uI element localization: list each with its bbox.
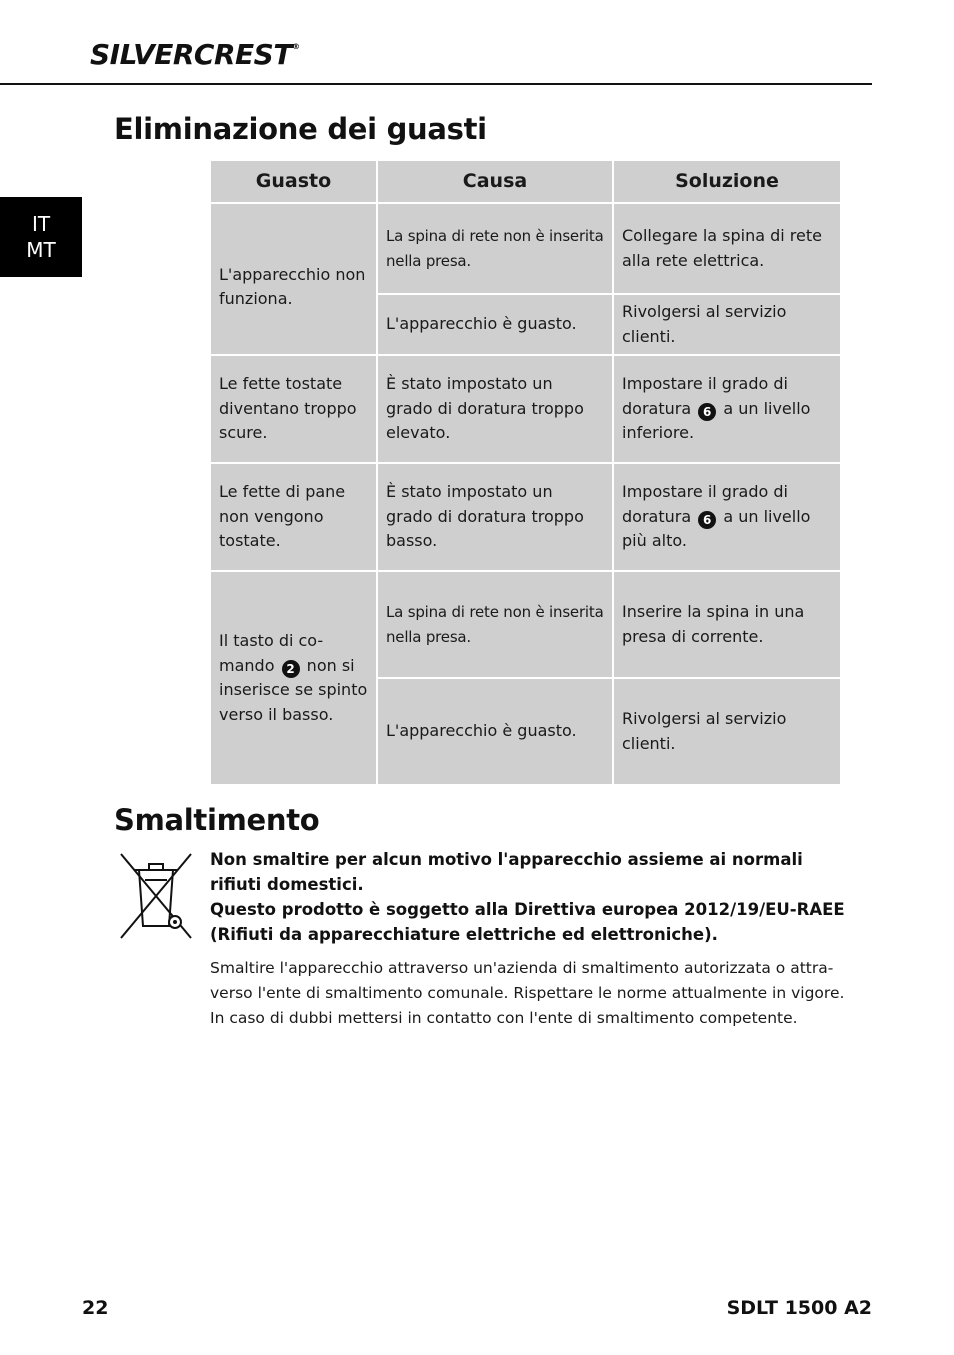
page-number: 22 [82, 1297, 109, 1319]
fault-cell: Le fette tostate diventano troppo scure. [211, 356, 376, 462]
brand-logo [90, 38, 299, 71]
troubleshooting-table [211, 161, 838, 783]
fault-cell: L'apparecchio non funziona. [211, 204, 376, 354]
browning-control-reference-badge: 6 [698, 511, 716, 529]
crossed-out-wheelie-bin-icon [119, 850, 193, 942]
solution-cell: Inserire la spina in una presa di corrente. [614, 572, 840, 677]
solution-text: Impostare il grado di doratura 6 a un livello più alto. [622, 482, 811, 551]
solution-cell: Collegare la spina di rete alla rete elettrica. [614, 204, 840, 293]
header-rule [0, 83, 872, 85]
column-header-cause: Causa [378, 161, 612, 202]
fault-cell: Le fette di pane non vengono tostate. [211, 464, 376, 570]
column-header-fault: Guasto [211, 161, 376, 202]
column-header-solution: Soluzione [614, 161, 840, 202]
model-number: SDLT 1500 A2 [726, 1297, 872, 1319]
disposal-warning [210, 847, 850, 947]
disposal-instructions [210, 956, 850, 1030]
cause-cell: È stato impostato un grado di doratura troppo basso. [378, 464, 612, 570]
disposal-line: Smaltire l'apparecchio attraverso un'azienda di smaltimento autorizzata o attra- [210, 959, 834, 977]
cause-cell: La spina di rete non è inserita nella presa. [378, 204, 612, 293]
lever-reference-badge: 2 [282, 660, 300, 678]
section-title-troubleshooting: Eliminazione dei guasti [114, 112, 487, 146]
browning-control-reference-badge: 6 [698, 403, 716, 421]
disposal-line: verso l'ente di smaltimento comunale. Rispettare le norme attualmente in vigore. [210, 983, 845, 1002]
section-title-disposal: Smaltimento [114, 803, 320, 837]
language-code-mt: MT [26, 238, 56, 262]
disposal-line: In caso di dubbi mettersi in contatto con l'ente di smaltimento competente. [210, 1008, 798, 1027]
disposal-warning-1: Non smaltire per alcun motivo l'apparecchio assieme ai normali rifiuti domestici. [210, 850, 803, 894]
cause-cell: L'apparecchio è guasto. [378, 295, 612, 354]
solution-cell [614, 464, 840, 570]
solution-text: Impostare il grado di doratura 6 a un livello inferiore. [622, 374, 811, 443]
language-code-it: IT [31, 212, 51, 236]
brand-name: SILVERCREST [90, 38, 292, 71]
cause-cell: La spina di rete non è inserita nella presa. [378, 572, 612, 677]
solution-cell: Rivolgersi al servizio clienti. [614, 679, 840, 784]
cause-cell: L'apparecchio è guasto. [378, 679, 612, 784]
solution-cell [614, 356, 840, 462]
solution-cell: Rivolgersi al servizio clienti. [614, 295, 840, 354]
registered-mark: ® [291, 42, 300, 51]
fault-cell [211, 572, 376, 784]
disposal-warning-2: Questo prodotto è soggetto alla Direttiva europea 2012/19/EU-RAEE (Rifiuti da apparecchiature elettriche ed elettroniche). [210, 900, 845, 944]
cause-cell: È stato impostato un grado di doratura troppo elevato. [378, 356, 612, 462]
language-tab [0, 197, 82, 277]
fault-text: Il tasto di co-mando 2 non si inserisce se spinto verso il basso. [219, 631, 368, 724]
